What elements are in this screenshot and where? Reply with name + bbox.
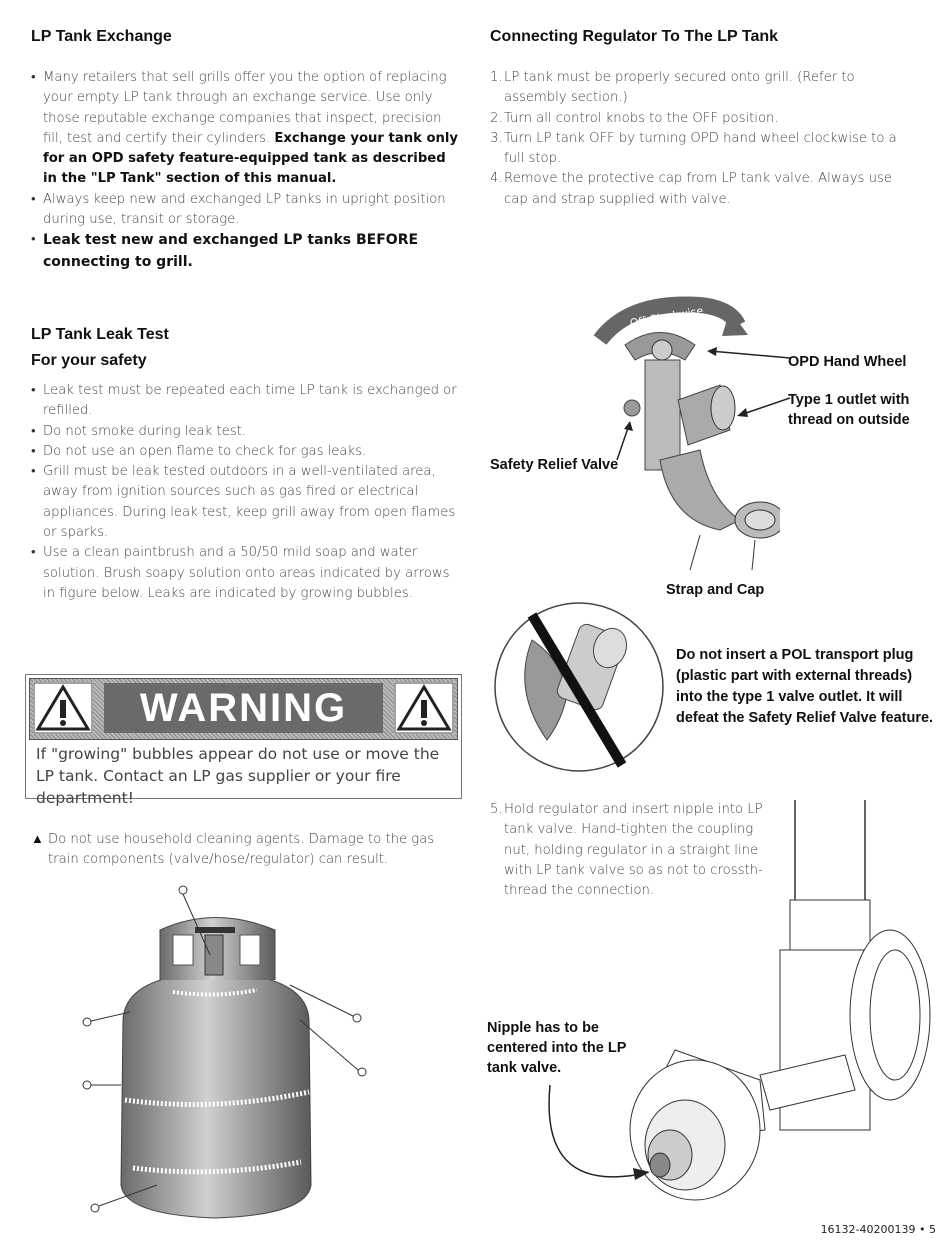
safety-bullets: [31, 381, 461, 604]
warning-triangle-icon: [394, 682, 454, 734]
caution-text: Do not use household cleaning agents. Damage to the gas train components (valve/hose/regulator) can result.: [48, 832, 435, 868]
page-footer: 16132-40200139 • 5: [820, 1223, 936, 1236]
lp-tank-illustration: [75, 880, 375, 1230]
connect-title: Connecting Regulator To The LP Tank: [490, 28, 779, 45]
safety-bullet: • Grill must be leak tested outdoors in a well-ventilated area, away from ignition sources such as gas fired or electrical appliances. During leak test, keep grill away from open flames or sparks.: [31, 462, 461, 543]
leak-test-title: LP Tank Leak Test: [31, 326, 169, 343]
safety-bullet: • Do not smoke during leak test.: [31, 422, 461, 442]
opd-hand-wheel-label: OPD Hand Wheel: [788, 354, 907, 370]
step-item: 5. Hold regulator and insert nipple into LP tank valve. Hand-tighten the coupling nut, holding regulator in a straight line with LP tank valve so as not to crossth-thread the connection.: [490, 802, 763, 899]
step-item: 1. LP tank must be properly secured onto grill. (Refer to assembly section.): [490, 70, 855, 106]
step-item: 3. Turn LP tank OFF by turning OPD hand wheel clockwise to a full stop.: [490, 130, 897, 167]
warning-header: [29, 678, 458, 740]
step-item: 4. Remove the protective cap from LP tank valve. Always use cap and strap supplied with valve.: [490, 171, 892, 207]
connect-steps: [490, 68, 910, 210]
exchange-bullets: [31, 68, 461, 273]
exchange-bullet-3: • Leak test new and exchanged LP tanks BEFORE connecting to grill.: [31, 230, 461, 273]
no-pol-plug-illustration: [492, 600, 667, 775]
warning-triangle-icon: [33, 682, 93, 734]
type1-outlet-label: Type 1 outlet with thread on outside: [788, 392, 910, 428]
strap-and-cap-label: Strap and Cap: [666, 582, 765, 598]
warning-title: WARNING: [104, 683, 383, 733]
warning-text: If "growing" bubbles appear do not use or move the LP tank. Contact an LP gas supplier or your fire department!: [36, 745, 440, 807]
exchange-bullet-1: • Many retailers that sell grills offer you the option of replacing your empty LP tank through an exchange service. Use only those reputable exchange companies that inspect, precision fill, test and certify their cylinders. Exchange your tank only for an OPD safety feature-equipped tank as described in the "LP Tank" section of this manual.: [31, 68, 461, 190]
off-clockwise-label: Off Clockwise: [628, 304, 705, 330]
warning-box: [25, 674, 462, 807]
safety-bullet: • Use a clean paintbrush and a 50/50 mild soap and water solution. Brush soapy solution onto areas indicated by arrows in figure below. Leaks are indicated by growing bubbles.: [31, 543, 461, 604]
safety-bullet: • Do not use an open flame to check for gas leaks.: [31, 442, 461, 462]
caution-triangle-icon: ▲: [31, 832, 44, 847]
safety-relief-valve-label: Safety Relief Valve: [490, 457, 619, 473]
callout-arrows: [705, 346, 790, 426]
step-item: 2. Turn all control knobs to the OFF position.: [490, 110, 779, 126]
relief-arrow: [615, 420, 635, 460]
regulator-illustration: [545, 800, 945, 1220]
safety-title: For your safety: [31, 352, 147, 369]
caution-note: [31, 830, 458, 871]
exchange-title: LP Tank Exchange: [31, 28, 172, 45]
exchange-bullet-2: • Always keep new and exchanged LP tanks in upright position during use, transit or storage.: [31, 190, 461, 231]
safety-bullet: • Leak test must be repeated each time LP tank is exchanged or refilled.: [31, 381, 461, 422]
nipple-label: Nipple has to be centered into the LP tank valve.: [487, 1020, 627, 1076]
pol-warning-text: Do not insert a POL transport plug (plastic part with external threads) into the type 1 valve outlet. It will defeat the Safety Relief Valve feature.: [676, 647, 934, 726]
